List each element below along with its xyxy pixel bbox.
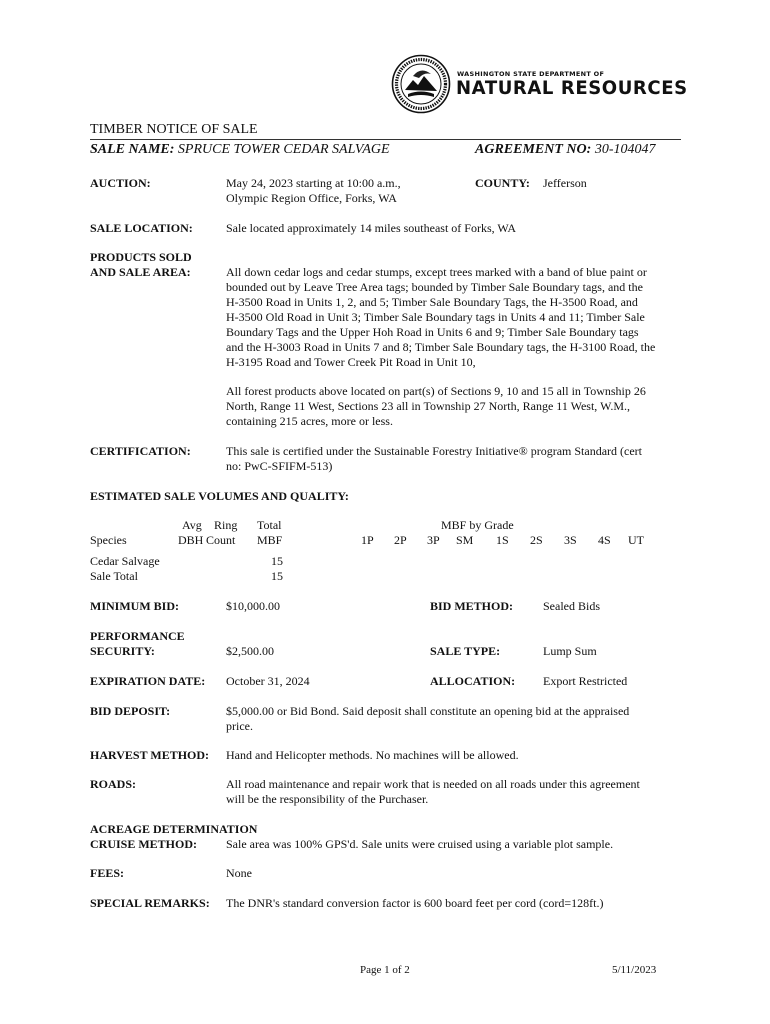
minimum-bid-label: MINIMUM BID: [90,599,179,613]
cruise-method-label: CRUISE METHOD: [90,837,198,851]
special-remarks-value: The DNR's standard conversion factor is 600 board feet per cord (cord=128ft.) [226,896,604,910]
harvest-method-value: Hand and Helicopter methods. No machines will be allowed. [226,748,519,762]
table-row-total: 15 [271,569,283,583]
fees-value: None [226,866,252,880]
bid-method-value: Sealed Bids [543,599,600,613]
title-divider [90,139,681,140]
auction-line2: Olympic Region Office, Forks, WA [226,191,397,205]
bid-deposit-label: BID DEPOSIT: [90,704,171,718]
col-header-species: Species [90,533,127,547]
products-label-line1: PRODUCTS SOLD [90,250,192,264]
allocation-label: ALLOCATION: [430,674,516,688]
certification-label: CERTIFICATION: [90,444,191,458]
sale-name-label: SALE NAME [90,142,170,157]
products-paragraph-1 [226,265,655,370]
document-title: TIMBER NOTICE OF SALE [90,122,258,137]
allocation-value: Export Restricted [543,674,628,688]
table-row-species: Sale Total [90,569,138,583]
products-p2-line: All forest products above located on part(s) of Sections 9, 10 and 15 all in Township 26 [226,384,646,398]
col-header-grade: UT [628,533,644,547]
bid-method-label: BID METHOD: [430,599,514,613]
col-header-mbf: MBF [257,533,283,547]
col-header-grade: 3S [564,533,577,547]
bid-deposit-line1: $5,000.00 or Bid Bond. Said deposit shall constitute an opening bid at the appraised [226,704,630,718]
agreement-line: AGREEMENT NO: 30-104047 [475,142,656,157]
agreement-label: AGREEMENT NO [475,142,587,157]
products-p1-line: All down cedar logs and cedar stumps, except trees marked with a band of blue paint or [226,265,647,279]
certification-line1: This sale is certified under the Sustainable Forestry Initiative® program Standard (cert [226,444,642,458]
sale-name-line: SALE NAME: SPRUCE TOWER CEDAR SALVAGE [90,142,390,157]
table-row-species: Cedar Salvage [90,554,160,568]
col-header-ring: Ring [214,518,238,532]
county-label: COUNTY: [475,176,530,190]
products-p1-line: H-3500 Old Road in Unit 3; Timber Sale Boundary tags in Units 4 and 11; Timber Sale [226,310,645,324]
col-header-count: Count [206,533,236,547]
col-header-grade: SM [456,533,474,547]
products-paragraph-2 [226,384,646,429]
acreage-label: ACREAGE DETERMINATION [90,822,258,836]
col-header-grade: 2S [530,533,543,547]
products-p2-line: containing 215 acres, more or less. [226,414,393,428]
sale-type-label: SALE TYPE: [430,644,501,658]
expiration-label: EXPIRATION DATE: [90,674,206,688]
volumes-heading: ESTIMATED SALE VOLUMES AND QUALITY: [90,489,349,503]
expiration-value: October 31, 2024 [226,674,310,688]
col-header-mbf-by-grade: MBF by Grade [441,518,514,532]
roads-label: ROADS: [90,777,137,791]
col-header-grade: 1S [496,533,509,547]
fees-label: FEES: [90,866,125,880]
performance-label-line1: PERFORMANCE [90,629,185,643]
col-header-grade: 1P [361,533,374,547]
products-p1-line: and the H-3003 Road in Units 7 and 8; Timber Sale Boundary tags, the H-3100 Road, the [226,340,656,354]
county-value: Jefferson [543,176,587,190]
col-header-dbh: DBH [178,533,204,547]
table-row-total: 15 [271,554,283,568]
cruise-method-value: Sale area was 100% GPS'd. Sale units were cruised using a variable plot sample. [226,837,614,851]
auction-label: AUCTION: [90,176,151,190]
sale-location-label: SALE LOCATION: [90,221,193,235]
products-p1-line: bounded out by Leave Tree Area tags; bounded by Timber Sale Boundary tags, and the [226,280,643,294]
sale-name-value: SPRUCE TOWER CEDAR SALVAGE [177,142,390,157]
agreement-value: 30-104047 [594,142,656,157]
col-header-grade: 3P [427,533,440,547]
agency-name-large: NATURAL RESOURCES [456,77,688,99]
col-header-avg: Avg [182,518,202,532]
minimum-bid-value: $10,000.00 [226,599,280,613]
products-label-line2: AND SALE AREA: [90,265,191,279]
page-number: Page 1 of 2 [360,964,410,976]
sale-type-value: Lump Sum [543,644,597,658]
roads-line1: All road maintenance and repair work that is needed on all roads under this agreement [226,777,640,791]
harvest-method-label: HARVEST METHOD: [90,748,210,762]
performance-label-line2: SECURITY: [90,644,155,658]
bid-deposit-line2: price. [226,719,253,733]
products-p2-line: North, Range 11 West, Sections 23 all in Township 27 North, Range 11 West, W.M., [226,399,630,413]
col-header-total: Total [257,518,282,532]
sale-location-value: Sale located approximately 14 miles southeast of Forks, WA [226,221,517,235]
footer-date: 5/11/2023 [612,964,657,976]
products-p1-line: H-3195 Road and Tower Creek Pit Road in Unit 10, [226,355,476,369]
roads-line2: will be the responsibility of the Purchaser. [226,792,429,806]
dnr-seal-logo [391,54,451,114]
col-header-grade: 4S [598,533,611,547]
products-p1-line: H-3500 Road in Units 1, 2, and 5; Timber Sale Boundary Tags, the H-3500 Road, and [226,295,638,309]
col-header-grade: 2P [394,533,407,547]
performance-value: $2,500.00 [226,644,274,658]
agency-name-small: WASHINGTON STATE DEPARTMENT OF [457,70,605,78]
special-remarks-label: SPECIAL REMARKS: [90,896,210,910]
products-p1-line: Boundary Tags and the Upper Hoh Road in Units 6 and 9; Timber Sale Boundary tags [226,325,639,339]
auction-line1: May 24, 2023 starting at 10:00 a.m., [226,176,401,190]
certification-line2: no: PwC-SFIFM-513) [226,459,333,473]
